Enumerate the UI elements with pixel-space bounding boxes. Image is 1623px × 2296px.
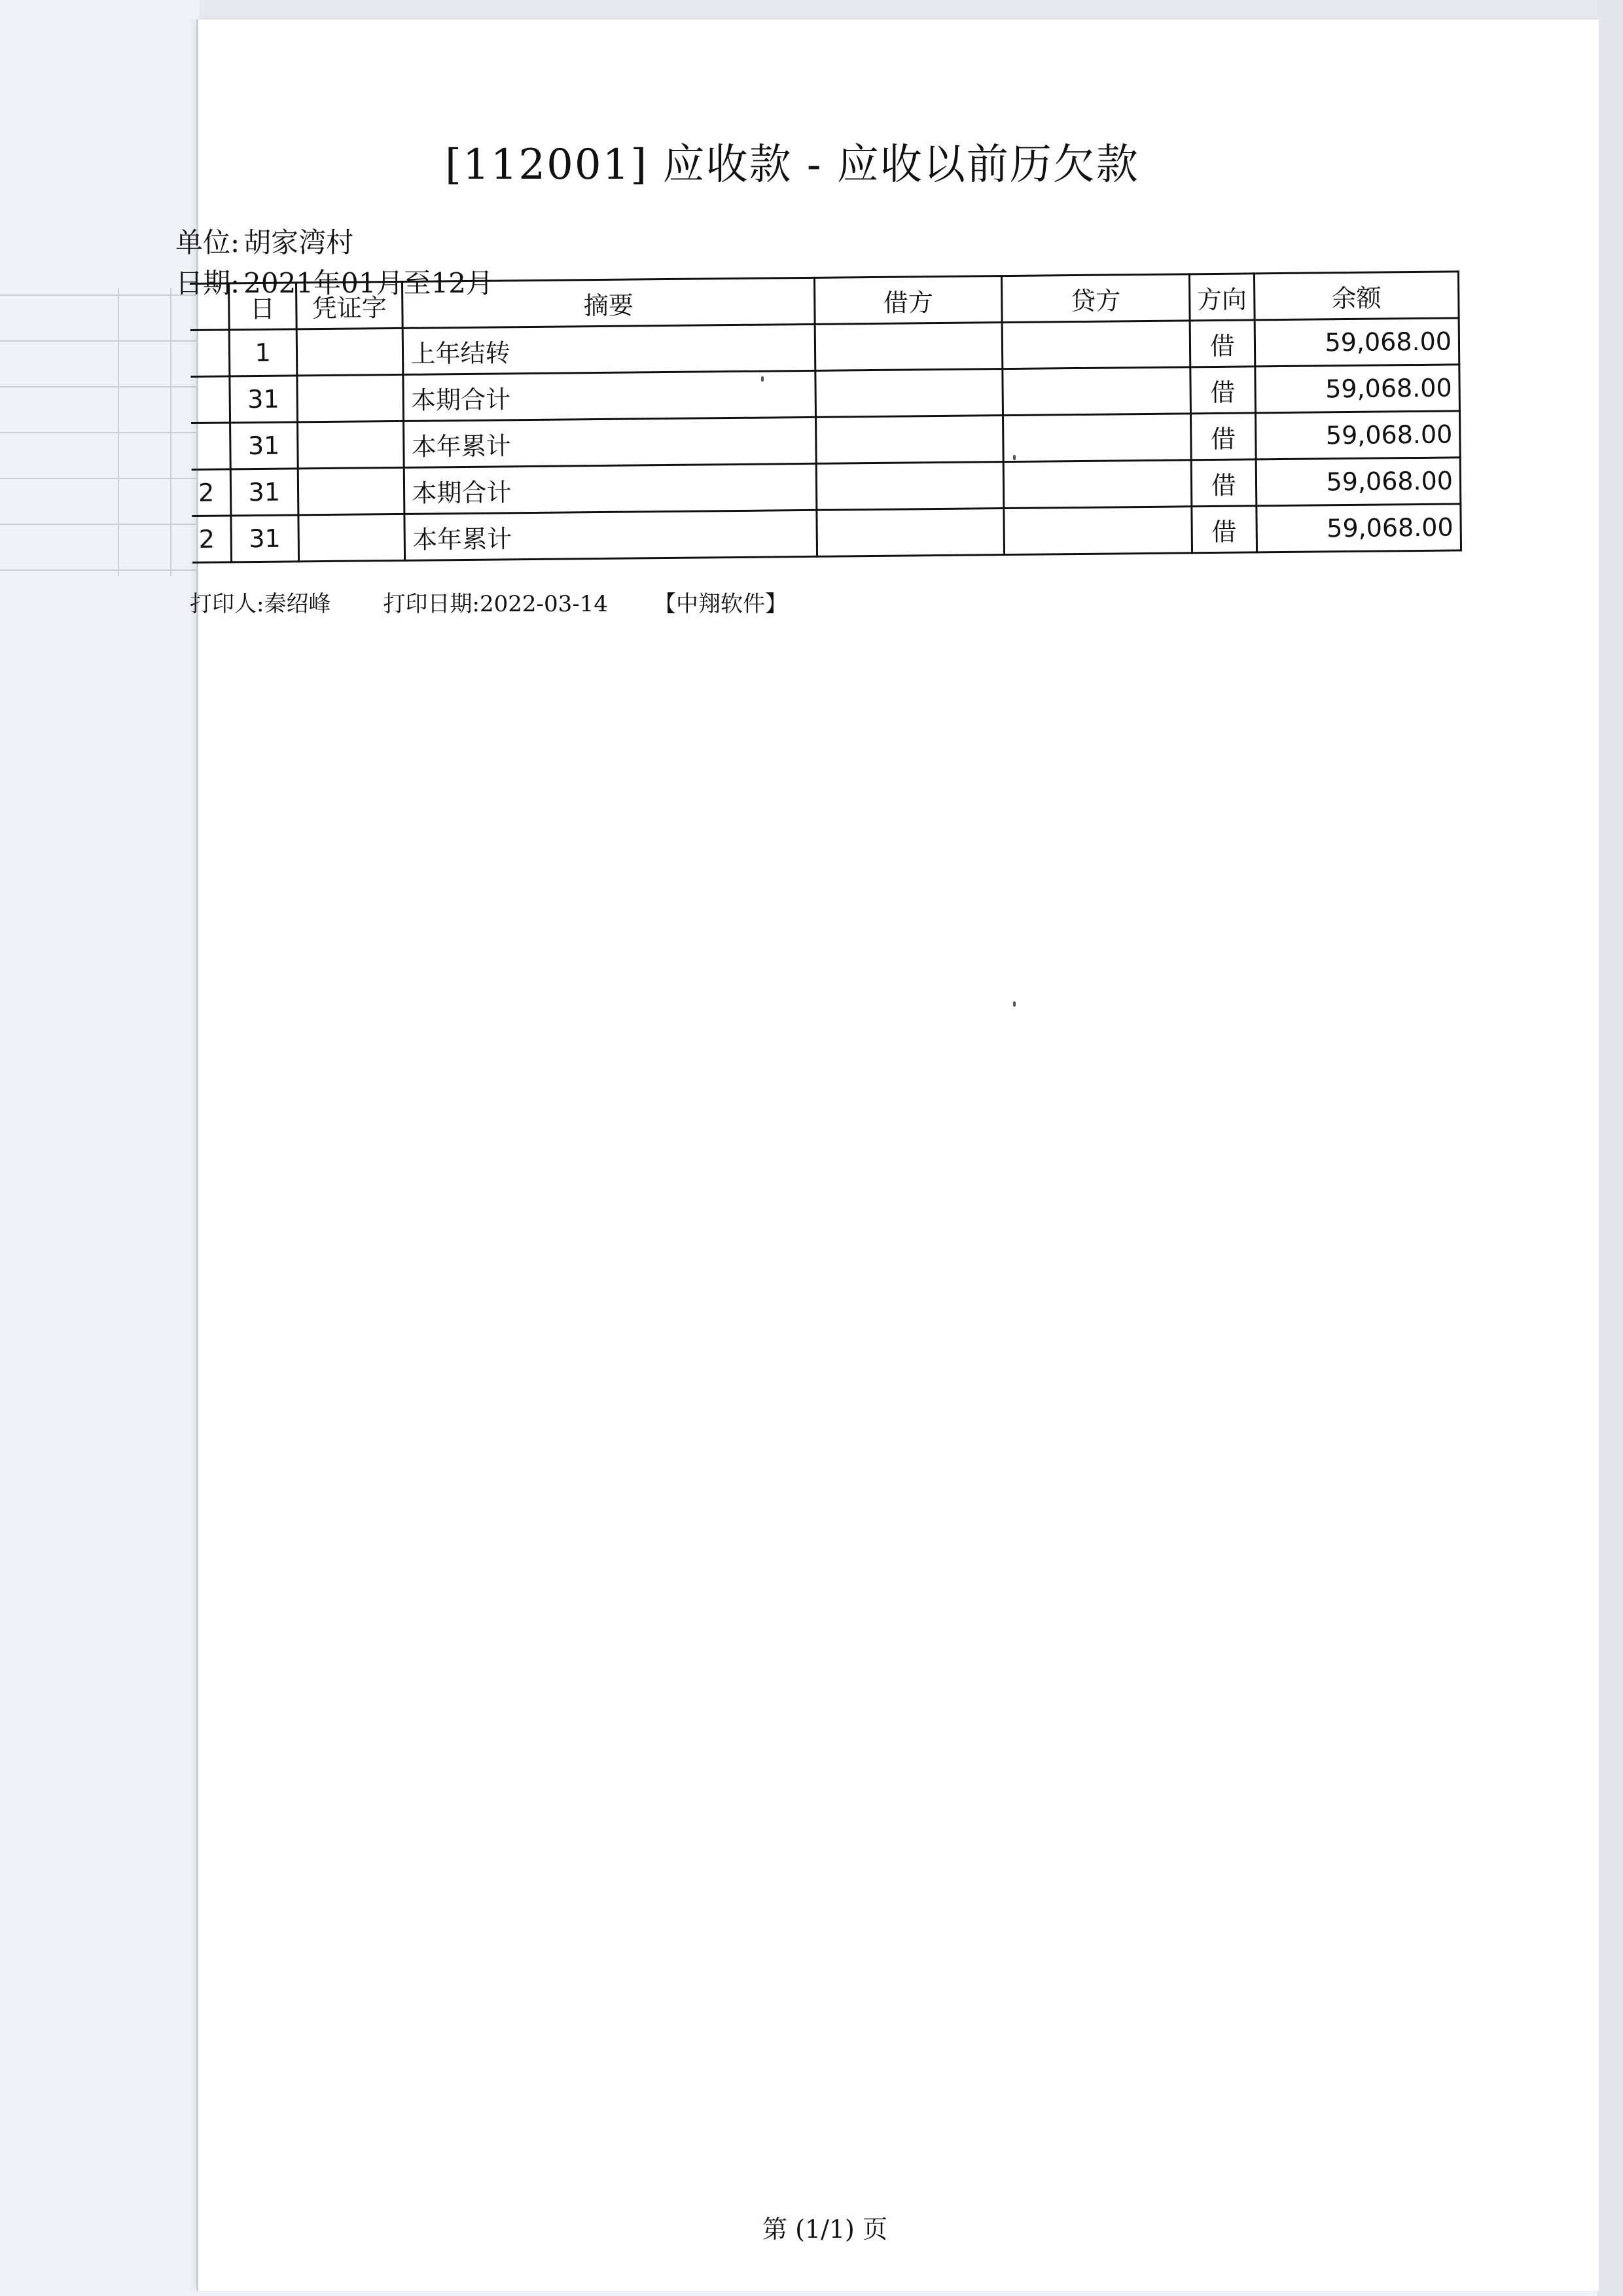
header-summary: 摘要 xyxy=(402,278,815,328)
unit-value: 胡家湾村 xyxy=(243,226,354,259)
cell-credit xyxy=(1003,367,1190,416)
cell-credit xyxy=(1002,321,1190,369)
date-range-label: 日期: xyxy=(175,267,240,299)
header-debit: 借方 xyxy=(814,276,1002,325)
unit-line xyxy=(175,221,353,260)
cell-credit xyxy=(1003,414,1191,462)
cell-direction: 借 xyxy=(1190,413,1256,460)
date-range-value: 2021年01月至12月 xyxy=(243,267,493,299)
cell-voucher xyxy=(298,467,404,515)
cell-voucher xyxy=(296,328,403,376)
unit-label: 单位: xyxy=(175,226,240,259)
printer-label: 打印人: xyxy=(190,591,264,617)
cell-credit xyxy=(1003,460,1191,509)
printer-name: 秦绍峰 xyxy=(264,591,331,617)
cell-day: 31 xyxy=(230,376,297,423)
cell-summary: 本年累计 xyxy=(404,510,817,560)
header-day: 日 xyxy=(228,283,296,330)
cell-month: 2 xyxy=(192,516,231,563)
header-balance: 余额 xyxy=(1254,272,1459,320)
cell-summary: 本期合计 xyxy=(403,370,815,421)
header-credit: 贷方 xyxy=(1002,274,1190,323)
page-number: 第 (1/1) 页 xyxy=(762,2215,887,2244)
cell-day: 1 xyxy=(229,329,296,376)
cell-balance: 59,068.00 xyxy=(1255,411,1460,459)
cell-day: 31 xyxy=(230,422,297,469)
cell-month xyxy=(190,376,230,423)
cell-direction: 借 xyxy=(1190,320,1255,367)
cell-direction: 借 xyxy=(1190,367,1255,414)
cell-direction: 借 xyxy=(1192,506,1257,553)
cell-debit xyxy=(817,509,1005,557)
cell-summary: 本期合计 xyxy=(404,463,817,514)
cell-credit xyxy=(1004,507,1192,555)
cell-voucher xyxy=(298,514,405,562)
software-name: 【中翔软件】 xyxy=(653,591,787,617)
cell-day: 31 xyxy=(231,515,298,562)
header-month xyxy=(190,283,229,331)
cell-balance: 59,068.00 xyxy=(1256,457,1461,506)
bleed-through-table xyxy=(0,288,196,576)
scan-right-edge xyxy=(1597,0,1623,2296)
cell-debit xyxy=(815,369,1003,418)
ledger-table xyxy=(190,270,1462,564)
cell-debit xyxy=(815,323,1003,371)
cell-balance: 59,068.00 xyxy=(1255,365,1460,413)
cell-debit xyxy=(816,462,1004,511)
underlying-sheet xyxy=(0,0,200,2296)
header-direction: 方向 xyxy=(1189,274,1255,321)
cell-debit xyxy=(815,416,1003,464)
scan-speck xyxy=(1013,1001,1016,1007)
cell-summary: 本年累计 xyxy=(404,417,816,467)
cell-balance: 59,068.00 xyxy=(1257,504,1461,552)
cell-balance: 59,068.00 xyxy=(1255,318,1459,367)
scan-top-edge xyxy=(196,0,1623,20)
cell-voucher xyxy=(297,421,404,469)
print-info-line xyxy=(190,586,833,618)
cell-month xyxy=(191,423,230,470)
cell-direction: 借 xyxy=(1191,459,1257,507)
cell-voucher xyxy=(296,374,403,422)
print-date-label: 打印日期: xyxy=(383,591,480,617)
print-date: 2022-03-14 xyxy=(479,591,608,617)
cell-summary: 上年结转 xyxy=(403,324,815,374)
cell-day: 31 xyxy=(230,469,298,516)
cell-month xyxy=(190,330,230,377)
header-voucher: 凭证字 xyxy=(296,281,402,329)
cell-month: 2 xyxy=(192,469,231,516)
document-title: [112001] 应收款 - 应收以前历欠款 xyxy=(445,141,1139,189)
